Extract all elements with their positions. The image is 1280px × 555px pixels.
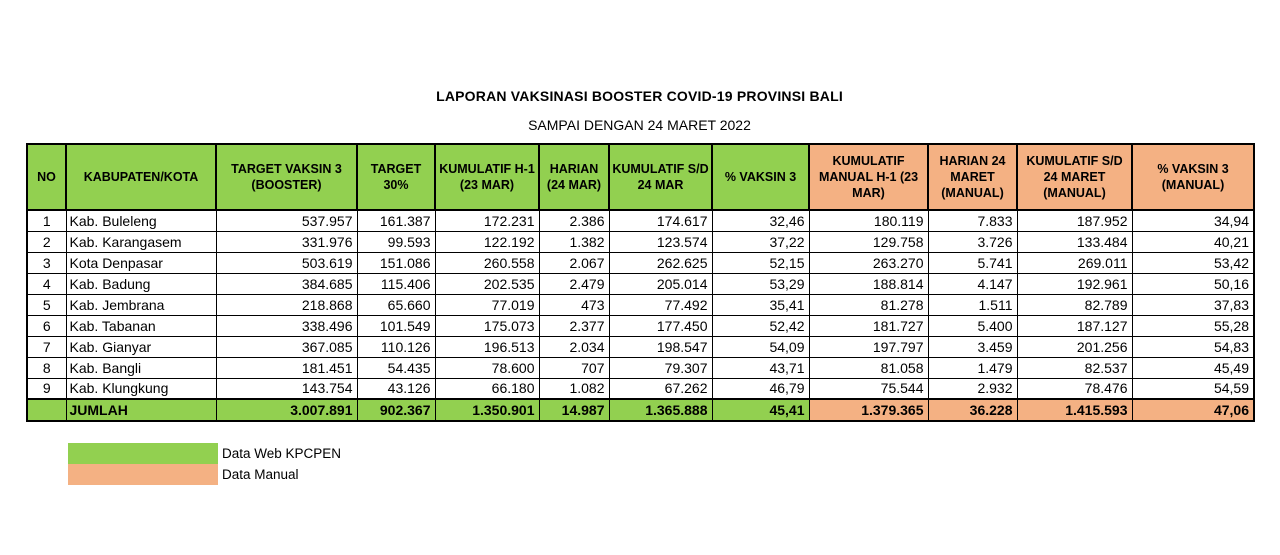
- value-cell: 45,49: [1132, 357, 1254, 378]
- page-title: LAPORAN VAKSINASI BOOSTER COVID-19 PROVINSI BALI: [436, 88, 843, 104]
- table-row: [27, 294, 1254, 315]
- value-cell: 202.535: [435, 273, 539, 294]
- legend: [68, 443, 1253, 485]
- value-cell: 34,94: [1132, 210, 1254, 231]
- region-name-cell: Kab. Badung: [66, 273, 216, 294]
- legend-item: [68, 443, 1253, 464]
- value-cell: 43.126: [357, 378, 435, 399]
- value-cell: 47,06: [1132, 399, 1254, 421]
- value-cell: 172.231: [435, 210, 539, 231]
- value-cell: 55,28: [1132, 315, 1254, 336]
- value-cell: 180.119: [809, 210, 928, 231]
- region-name-cell: Kab. Bangli: [66, 357, 216, 378]
- value-cell: 181.727: [809, 315, 928, 336]
- value-cell: 503.619: [216, 252, 357, 273]
- value-cell: 151.086: [357, 252, 435, 273]
- value-cell: 52,15: [712, 252, 809, 273]
- value-cell: 177.450: [609, 315, 712, 336]
- value-cell: 707: [539, 357, 609, 378]
- value-cell: 99.593: [357, 231, 435, 252]
- value-cell: 2.034: [539, 336, 609, 357]
- value-cell: 1.379.365: [809, 399, 928, 421]
- region-name-cell: Kab. Jembrana: [66, 294, 216, 315]
- value-cell: 537.957: [216, 210, 357, 231]
- value-cell: 1.382: [539, 231, 609, 252]
- value-cell: 197.797: [809, 336, 928, 357]
- region-name-cell: JUMLAH: [66, 399, 216, 421]
- row-number-cell: 8: [27, 357, 66, 378]
- value-cell: 35,41: [712, 294, 809, 315]
- col-header-no: NO: [27, 144, 66, 210]
- page-subtitle: SAMPAI DENGAN 24 MARET 2022: [528, 117, 751, 133]
- row-number-cell: 5: [27, 294, 66, 315]
- value-cell: 54.435: [357, 357, 435, 378]
- value-cell: 75.544: [809, 378, 928, 399]
- table-row: [27, 210, 1254, 231]
- value-cell: 198.547: [609, 336, 712, 357]
- row-number-cell: 9: [27, 378, 66, 399]
- value-cell: 161.387: [357, 210, 435, 231]
- value-cell: 338.496: [216, 315, 357, 336]
- value-cell: 45,41: [712, 399, 809, 421]
- value-cell: 37,22: [712, 231, 809, 252]
- value-cell: 7.833: [928, 210, 1017, 231]
- value-cell: 1.479: [928, 357, 1017, 378]
- value-cell: 473: [539, 294, 609, 315]
- row-number-cell: [27, 399, 66, 421]
- row-number-cell: 3: [27, 252, 66, 273]
- value-cell: 384.685: [216, 273, 357, 294]
- col-header-pct-vaksin3: % VAKSIN 3: [712, 144, 809, 210]
- region-name-cell: Kab. Buleleng: [66, 210, 216, 231]
- value-cell: 269.011: [1017, 252, 1132, 273]
- table-row: [27, 315, 1254, 336]
- value-cell: 188.814: [809, 273, 928, 294]
- value-cell: 32,46: [712, 210, 809, 231]
- col-header-kumulatif-sd: KUMULATIF S/D 24 MAR: [609, 144, 712, 210]
- value-cell: 36.228: [928, 399, 1017, 421]
- value-cell: 43,71: [712, 357, 809, 378]
- value-cell: 54,83: [1132, 336, 1254, 357]
- legend-label: Data Web KPCPEN: [222, 446, 342, 461]
- value-cell: 143.754: [216, 378, 357, 399]
- region-name-cell: Kab. Karangasem: [66, 231, 216, 252]
- value-cell: 1.415.593: [1017, 399, 1132, 421]
- value-cell: 40,21: [1132, 231, 1254, 252]
- region-name-cell: Kab. Klungkung: [66, 378, 216, 399]
- value-cell: 260.558: [435, 252, 539, 273]
- value-cell: 192.961: [1017, 273, 1132, 294]
- value-cell: 367.085: [216, 336, 357, 357]
- table-row: [27, 336, 1254, 357]
- value-cell: 175.073: [435, 315, 539, 336]
- value-cell: 262.625: [609, 252, 712, 273]
- value-cell: 1.511: [928, 294, 1017, 315]
- value-cell: 196.513: [435, 336, 539, 357]
- value-cell: 2.377: [539, 315, 609, 336]
- value-cell: 37,83: [1132, 294, 1254, 315]
- value-cell: 1.082: [539, 378, 609, 399]
- row-number-cell: 7: [27, 336, 66, 357]
- value-cell: 77.019: [435, 294, 539, 315]
- value-cell: 201.256: [1017, 336, 1132, 357]
- row-number-cell: 6: [27, 315, 66, 336]
- table-row: [27, 273, 1254, 294]
- value-cell: 1.365.888: [609, 399, 712, 421]
- value-cell: 50,16: [1132, 273, 1254, 294]
- col-header-harian: HARIAN (24 MAR): [539, 144, 609, 210]
- value-cell: 2.479: [539, 273, 609, 294]
- row-number-cell: 4: [27, 273, 66, 294]
- value-cell: 331.976: [216, 231, 357, 252]
- value-cell: 2.932: [928, 378, 1017, 399]
- value-cell: 78.476: [1017, 378, 1132, 399]
- value-cell: 902.367: [357, 399, 435, 421]
- value-cell: 2.067: [539, 252, 609, 273]
- value-cell: 3.459: [928, 336, 1017, 357]
- legend-label: Data Manual: [222, 467, 299, 482]
- row-number-cell: 1: [27, 210, 66, 231]
- value-cell: 81.278: [809, 294, 928, 315]
- value-cell: 2.386: [539, 210, 609, 231]
- value-cell: 66.180: [435, 378, 539, 399]
- manual-data-color-swatch: [68, 464, 218, 485]
- value-cell: 3.007.891: [216, 399, 357, 421]
- row-number-cell: 2: [27, 231, 66, 252]
- value-cell: 122.192: [435, 231, 539, 252]
- value-cell: 5.400: [928, 315, 1017, 336]
- value-cell: 54,09: [712, 336, 809, 357]
- value-cell: 110.126: [357, 336, 435, 357]
- value-cell: 4.147: [928, 273, 1017, 294]
- region-name-cell: Kab. Gianyar: [66, 336, 216, 357]
- col-header-target-30: TARGET 30%: [357, 144, 435, 210]
- value-cell: 54,59: [1132, 378, 1254, 399]
- legend-item: [68, 464, 1253, 485]
- table-row: [27, 231, 1254, 252]
- value-cell: 81.058: [809, 357, 928, 378]
- value-cell: 205.014: [609, 273, 712, 294]
- value-cell: 129.758: [809, 231, 928, 252]
- value-cell: 187.952: [1017, 210, 1132, 231]
- value-cell: 79.307: [609, 357, 712, 378]
- col-header-kumulatif-sd-manual: KUMULATIF S/D 24 MARET (MANUAL): [1017, 144, 1132, 210]
- value-cell: 1.350.901: [435, 399, 539, 421]
- table-header: [27, 144, 1254, 210]
- col-header-kumulatif-h1: KUMULATIF H-1 (23 MAR): [435, 144, 539, 210]
- table-row: [27, 252, 1254, 273]
- value-cell: 174.617: [609, 210, 712, 231]
- region-name-cell: Kab. Tabanan: [66, 315, 216, 336]
- value-cell: 133.484: [1017, 231, 1132, 252]
- value-cell: 14.987: [539, 399, 609, 421]
- col-header-target-vaksin3: TARGET VAKSIN 3 (BOOSTER): [216, 144, 357, 210]
- col-header-harian-manual: HARIAN 24 MARET (MANUAL): [928, 144, 1017, 210]
- value-cell: 78.600: [435, 357, 539, 378]
- table-body: [27, 210, 1254, 421]
- value-cell: 65.660: [357, 294, 435, 315]
- value-cell: 67.262: [609, 378, 712, 399]
- value-cell: 5.741: [928, 252, 1017, 273]
- value-cell: 187.127: [1017, 315, 1132, 336]
- table-row: [27, 378, 1254, 399]
- value-cell: 218.868: [216, 294, 357, 315]
- value-cell: 53,42: [1132, 252, 1254, 273]
- value-cell: 3.726: [928, 231, 1017, 252]
- value-cell: 123.574: [609, 231, 712, 252]
- region-name-cell: Kota Denpasar: [66, 252, 216, 273]
- value-cell: 52,42: [712, 315, 809, 336]
- total-row: [27, 399, 1254, 421]
- col-header-kumulatif-manual-h1: KUMULATIF MANUAL H-1 (23 MAR): [809, 144, 928, 210]
- value-cell: 181.451: [216, 357, 357, 378]
- col-header-pct-vaksin3-manual: % VAKSIN 3 (MANUAL): [1132, 144, 1254, 210]
- value-cell: 82.537: [1017, 357, 1132, 378]
- report-page: [26, 0, 1253, 485]
- value-cell: 46,79: [712, 378, 809, 399]
- value-cell: 53,29: [712, 273, 809, 294]
- value-cell: 263.270: [809, 252, 928, 273]
- col-header-kabupaten-kota: KABUPATEN/KOTA: [66, 144, 216, 210]
- web-data-color-swatch: [68, 443, 218, 464]
- value-cell: 77.492: [609, 294, 712, 315]
- value-cell: 82.789: [1017, 294, 1132, 315]
- vaccination-table: [26, 143, 1255, 422]
- value-cell: 115.406: [357, 273, 435, 294]
- table-row: [27, 357, 1254, 378]
- value-cell: 101.549: [357, 315, 435, 336]
